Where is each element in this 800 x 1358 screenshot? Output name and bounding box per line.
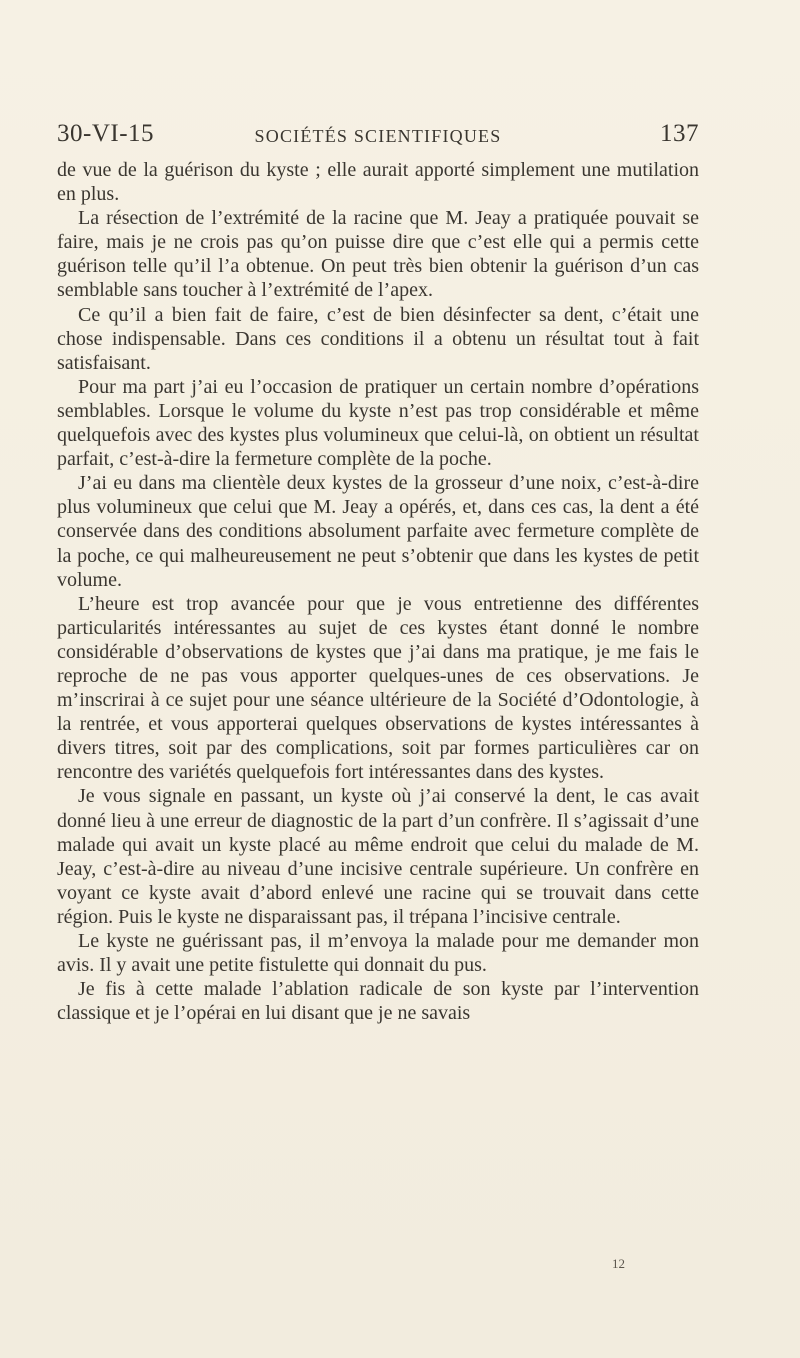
paragraph-9: Je fis à cette malade l’ablation radicale de son kyste par l’intervention classique et je l’opérai en lui disant que je ne savais	[57, 978, 699, 1025]
paragraph-1: de vue de la guérison du kyste ; elle aurait apporté simplement une mutilation en plus.	[57, 159, 699, 206]
paragraph-4: Pour ma part j’ai eu l’occasion de pratiquer un certain nombre d’opérations semblables. Lorsque le volume du kyste n’est pas trop considérable et même quelquefois avec des kystes plus volumineux que celui-là, on obtient un résultat parfait, c’est-à-dire la fermeture complète de la poche.	[57, 375, 699, 471]
paragraph-3: Ce qu’il a bien fait de faire, c’est de bien désinfecter sa dent, c’était une chose indispensable. Dans ces conditions il a obtenu un résultat tout à fait satisfaisant.	[57, 303, 699, 374]
paragraph-8: Le kyste ne guérissant pas, il m’envoya la malade pour me demander mon avis. Il y avait une petite fistulette qui donnait du pus.	[57, 930, 699, 977]
paragraph-5: J’ai eu dans ma clientèle deux kystes de la grosseur d’une noix, c’est-à-dire plus volumineux que celui que M. Jeay a opérés, et, dans ces cas, la dent a été conservée dans des conditions absolument parfaite avec fermeture complète de la poche, ce qui malheureusement ne peut s’obtenir que dans les kystes de petit volume.	[57, 472, 699, 591]
header-title: SOCIÉTÉS SCIENTIFIQUES	[254, 126, 502, 146]
body-text	[57, 158, 699, 1025]
paragraph-7: Je vous signale en passant, un kyste où j’ai conservé la dent, le cas avait donné lieu à une erreur de diagnostic de la part d’un confrère. Il s’agissait d’une malade qui avait un kyste placé au même endroit que celui du malade de M. Jeay, c’est-à-dire au niveau d’une incisive centrale supérieure. Un confrère en voyant ce kyste avait d’abord enlevé une racine qui se trouvait dans cette région. Puis le kyste ne disparaissant pas, il trépana l’incisive centrale.	[57, 785, 699, 928]
paragraph-2: La résection de l’extrémité de la racine que M. Jeay a pratiquée pouvait se faire, mais je ne crois pas qu’on puisse dire que c’est elle qui a permis cette guérison telle qu’il l’a obtenue. On peut très bien obtenir la guérison d’un cas semblable sans toucher à l’extrémité de l’apex.	[57, 207, 699, 302]
paragraph-6: L’heure est trop avancée pour que je vous entretienne des différentes particularités intéressantes au sujet de ces kystes étant donné le nombre considérable d’observations de kystes que j’ai dans ma pratique, je me fais le reproche de ne pas vous apporter quelques-unes de ces observations. Je m’inscrirai à ce sujet pour une séance ultérieure de la Société d’Odontologie, à la rentrée, et vous apporterai quelques observations de kystes intéressantes à divers titres, soit par des complications, soit par formes particulières car on rencontre des variétés quelquefois fort intéressantes dans des kystes.	[57, 592, 699, 784]
page-number: 137	[660, 120, 699, 147]
running-header	[57, 120, 699, 160]
signature-mark: 12	[612, 1256, 625, 1271]
header-date: 30-VI-15	[57, 120, 155, 147]
